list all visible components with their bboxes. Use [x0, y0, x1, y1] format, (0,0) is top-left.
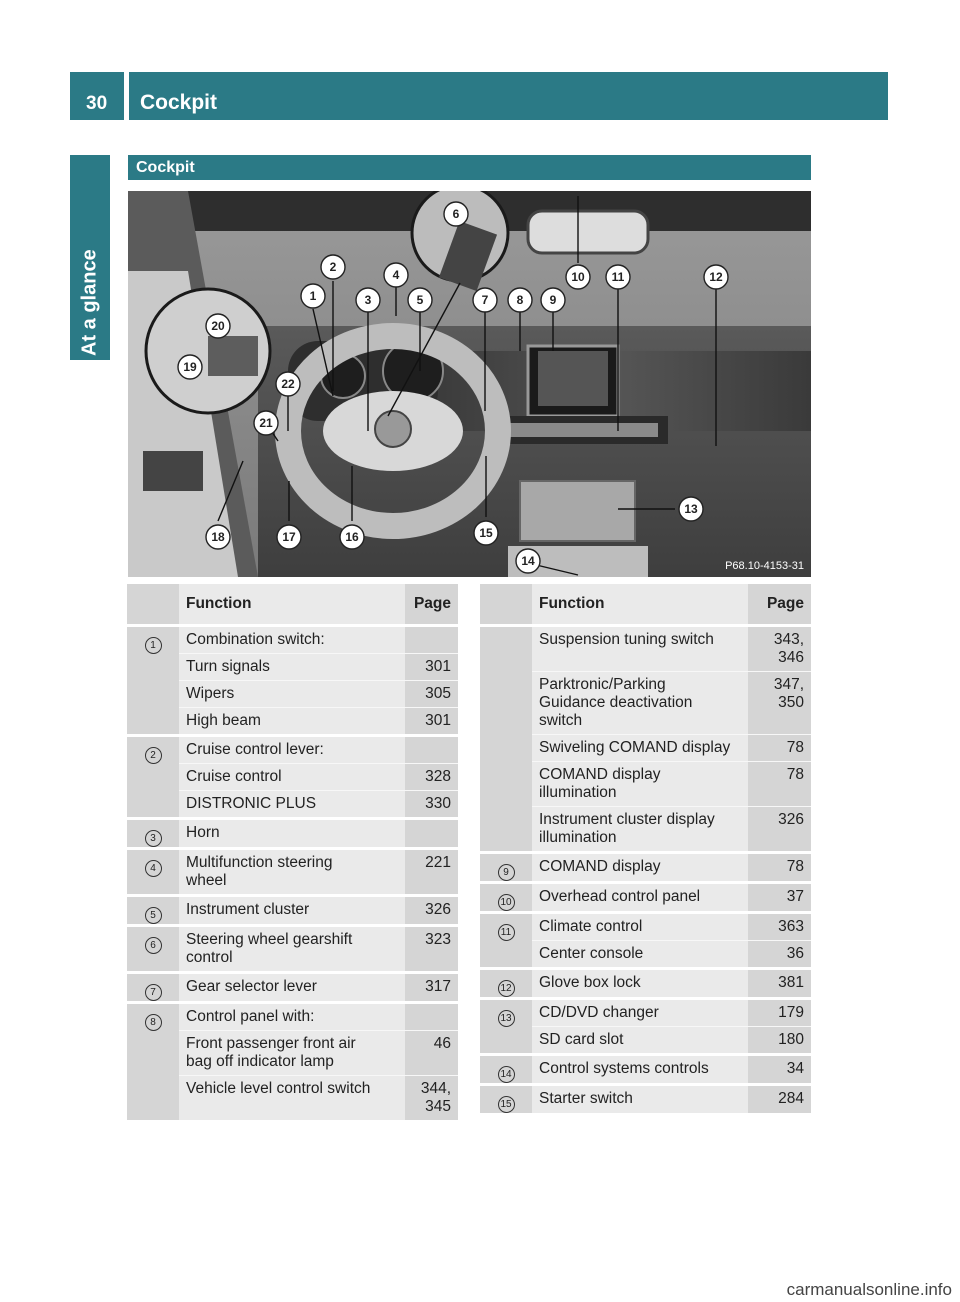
page-reference: 78 — [786, 858, 804, 875]
table-row — [127, 973, 458, 1003]
page-reference: 326 — [778, 811, 804, 828]
callout-8 — [508, 288, 532, 312]
item-number-badge: 6 — [145, 937, 162, 954]
section-title: Cockpit — [128, 155, 811, 180]
function-cell — [532, 913, 748, 941]
table-header-page: Page — [405, 584, 458, 626]
page-cell — [748, 913, 811, 941]
page-cell — [748, 626, 811, 672]
page-number: 30 — [70, 72, 124, 120]
item-number-cell — [127, 973, 179, 1003]
page-reference: 328 — [425, 768, 451, 785]
page-cell — [748, 853, 811, 883]
page-reference — [412, 627, 451, 652]
function-cell — [532, 1055, 748, 1085]
page-cell — [748, 999, 811, 1027]
function-label: COMAND display — [539, 858, 661, 875]
svg-text:8: 8 — [516, 293, 524, 307]
page-reference: 347, 350 — [773, 676, 804, 711]
page-cell — [748, 883, 811, 913]
item-number-badge: 5 — [145, 907, 162, 924]
page-cell — [405, 896, 458, 926]
callout-10 — [566, 265, 590, 289]
function-cell — [179, 973, 405, 1003]
callout-11 — [606, 265, 630, 289]
page-cell — [748, 1027, 811, 1055]
svg-text:4: 4 — [392, 268, 400, 282]
svg-text:1: 1 — [309, 289, 317, 303]
function-label: Gear selector lever — [186, 978, 317, 995]
function-label: SD card slot — [539, 1031, 624, 1048]
function-label: Control systems controls — [539, 1060, 709, 1077]
callout-17 — [277, 525, 301, 549]
callout-6 — [444, 202, 468, 226]
svg-text:3: 3 — [364, 293, 372, 307]
function-label: Overhead control panel — [539, 888, 701, 905]
item-number-cell — [480, 999, 532, 1055]
svg-text:9: 9 — [549, 293, 557, 307]
page-reference: 78 — [786, 766, 804, 783]
function-cell — [179, 736, 405, 764]
page-cell — [748, 735, 811, 762]
callout-14 — [516, 549, 540, 573]
function-label: Climate control — [539, 918, 643, 935]
page-cell — [748, 969, 811, 999]
function-label: DISTRONIC PLUS — [186, 795, 317, 812]
cockpit-photo — [128, 191, 811, 577]
table-row — [127, 926, 458, 973]
function-label: Instrument cluster — [186, 901, 310, 918]
svg-text:7: 7 — [481, 293, 489, 307]
function-cell — [532, 941, 748, 969]
table-header-num — [127, 584, 179, 626]
callout-3 — [356, 288, 380, 312]
svg-text:15: 15 — [479, 526, 493, 540]
svg-text:2: 2 — [329, 260, 337, 274]
page-cell — [405, 708, 458, 736]
function-label: Vehicle level control switch — [186, 1080, 371, 1097]
page-cell — [405, 654, 458, 681]
callout-18 — [206, 525, 230, 549]
side-tab-label: At a glance — [78, 249, 101, 356]
function-cell — [532, 672, 748, 735]
item-number-badge: 3 — [145, 830, 162, 847]
function-cell — [179, 896, 405, 926]
function-cell — [179, 681, 405, 708]
callout-16 — [340, 525, 364, 549]
callout-4 — [384, 263, 408, 287]
table-row — [480, 1085, 811, 1114]
function-label: Parktronic/Parking Guidance deactivation switch — [539, 676, 693, 729]
function-cell — [179, 708, 405, 736]
page-cell — [748, 1085, 811, 1114]
item-number-badge: 1 — [145, 637, 162, 654]
item-number-cell — [480, 1055, 532, 1085]
function-cell — [532, 1085, 748, 1114]
page-reference: 180 — [778, 1031, 804, 1048]
page-cell — [748, 1055, 811, 1085]
function-cell — [532, 883, 748, 913]
svg-text:22: 22 — [281, 377, 295, 391]
item-number-cell — [127, 819, 179, 849]
page-reference: 344, 345 — [420, 1080, 451, 1115]
page-cell — [405, 764, 458, 791]
callout-13 — [679, 497, 703, 521]
function-cell — [179, 626, 405, 654]
item-number-badge: 12 — [498, 980, 515, 997]
function-label: Combination switch: — [186, 631, 325, 648]
function-cell — [532, 1027, 748, 1055]
table-row — [127, 896, 458, 926]
page-reference — [412, 820, 451, 845]
function-cell — [179, 791, 405, 819]
table-header-num — [480, 584, 532, 626]
table-row — [480, 1055, 811, 1085]
svg-text:17: 17 — [282, 530, 296, 544]
page-cell — [405, 849, 458, 896]
svg-text:6: 6 — [452, 207, 460, 221]
function-label: CD/DVD changer — [539, 1004, 659, 1021]
table-row — [480, 999, 811, 1027]
page-reference: 37 — [786, 888, 804, 905]
callout-7 — [473, 288, 497, 312]
page-reference: 330 — [425, 795, 451, 812]
page-cell — [405, 1003, 458, 1031]
item-number-badge: 7 — [145, 984, 162, 1001]
function-cell — [532, 735, 748, 762]
function-cell — [179, 819, 405, 849]
item-number-badge: 4 — [145, 860, 162, 877]
page-cell — [405, 819, 458, 849]
svg-text:13: 13 — [684, 502, 698, 516]
page-cell — [405, 736, 458, 764]
function-label: Wipers — [186, 685, 235, 702]
function-cell — [532, 626, 748, 672]
page-reference — [412, 737, 451, 762]
item-number-badge: 14 — [498, 1066, 515, 1083]
svg-text:16: 16 — [345, 530, 359, 544]
table-row — [480, 853, 811, 883]
callout-9 — [541, 288, 565, 312]
item-number-badge: 10 — [498, 894, 515, 911]
table-header-page: Page — [748, 584, 811, 626]
page-reference: 78 — [786, 739, 804, 756]
svg-text:10: 10 — [571, 270, 585, 284]
function-label: Turn signals — [186, 658, 270, 675]
item-number-cell — [480, 853, 532, 883]
function-cell — [532, 807, 748, 853]
page-cell — [405, 626, 458, 654]
function-label: Swiveling COMAND display — [539, 739, 731, 756]
item-number-badge: 9 — [498, 864, 515, 881]
function-label: Suspension tuning switch — [539, 631, 714, 648]
function-label: High beam — [186, 712, 261, 729]
callout-12 — [704, 265, 728, 289]
svg-text:5: 5 — [416, 293, 424, 307]
item-number-cell — [127, 736, 179, 819]
function-cell — [179, 1031, 405, 1076]
function-label: Steering wheel gearshift control — [186, 931, 353, 966]
item-number-cell — [127, 849, 179, 896]
page-cell — [405, 926, 458, 973]
footer-url[interactable]: carmanualsonline.info — [786, 1280, 952, 1299]
item-number-badge: 2 — [145, 747, 162, 764]
item-number-cell — [127, 626, 179, 736]
page-cell — [748, 762, 811, 807]
function-cell — [532, 999, 748, 1027]
function-label: Cruise control — [186, 768, 282, 785]
svg-text:18: 18 — [211, 530, 225, 544]
table-row — [127, 736, 458, 764]
function-cell — [179, 764, 405, 791]
svg-text:12: 12 — [709, 270, 723, 284]
callout-2 — [321, 255, 345, 279]
item-number-cell — [480, 969, 532, 999]
table-row — [127, 849, 458, 896]
table-row — [480, 883, 811, 913]
function-cell — [179, 849, 405, 896]
callout-5 — [408, 288, 432, 312]
function-table-left — [127, 584, 458, 1120]
page-reference: 305 — [425, 685, 451, 702]
function-cell — [532, 853, 748, 883]
item-number-cell — [127, 926, 179, 973]
page-cell — [748, 672, 811, 735]
item-number-badge: 15 — [498, 1096, 515, 1113]
page-reference: 36 — [786, 945, 804, 962]
callout-1 — [301, 284, 325, 308]
item-number-cell — [480, 626, 532, 853]
callout-15 — [474, 521, 498, 545]
function-label: Cruise control lever: — [186, 741, 324, 758]
page-cell — [748, 807, 811, 853]
function-label: Starter switch — [539, 1090, 633, 1107]
function-label: Instrument cluster display illumination — [539, 811, 715, 846]
item-number-cell — [480, 913, 532, 969]
table-row — [127, 1003, 458, 1031]
item-number-badge: 8 — [145, 1014, 162, 1031]
page-reference: 326 — [425, 901, 451, 918]
item-number-cell — [480, 883, 532, 913]
function-label: Center console — [539, 945, 644, 962]
callout-22 — [276, 372, 300, 396]
item-number-cell — [127, 1003, 179, 1121]
table-row — [480, 969, 811, 999]
function-cell — [179, 654, 405, 681]
function-label: Horn — [186, 824, 220, 841]
page-reference: 284 — [778, 1090, 804, 1107]
svg-text:11: 11 — [611, 270, 625, 284]
function-cell — [532, 969, 748, 999]
function-cell — [179, 1076, 405, 1121]
page-cell — [405, 681, 458, 708]
page-reference: 323 — [425, 931, 451, 948]
table-row — [480, 913, 811, 941]
item-number-badge: 13 — [498, 1010, 515, 1027]
page-title: Cockpit — [129, 72, 888, 120]
function-table-right — [480, 584, 811, 1113]
svg-text:20: 20 — [211, 319, 225, 333]
function-cell — [532, 762, 748, 807]
callout-21 — [254, 411, 278, 435]
figure-code: P68.10-4153-31 — [725, 560, 804, 572]
table-row — [127, 626, 458, 654]
function-label: Glove box lock — [539, 974, 641, 991]
svg-text:21: 21 — [259, 416, 273, 430]
function-label: Control panel with: — [186, 1008, 315, 1025]
page-cell — [405, 1031, 458, 1076]
page-cell — [405, 1076, 458, 1121]
page-reference: 221 — [425, 854, 451, 871]
function-cell — [179, 1003, 405, 1031]
cockpit-illustration — [128, 191, 811, 577]
page-reference: 381 — [778, 974, 804, 991]
item-number-cell — [127, 896, 179, 926]
function-label: COMAND display illumination — [539, 766, 661, 801]
page-reference: 317 — [425, 978, 451, 995]
callout-19 — [178, 355, 202, 379]
page-reference: 46 — [433, 1035, 451, 1052]
svg-text:19: 19 — [183, 360, 197, 374]
svg-text:14: 14 — [521, 554, 535, 568]
page-reference: 34 — [786, 1060, 804, 1077]
item-number-cell — [480, 1085, 532, 1114]
table-row — [480, 626, 811, 672]
table-header-function: Function — [179, 584, 405, 626]
page-reference: 301 — [425, 712, 451, 729]
page-reference — [412, 1004, 451, 1029]
page-reference: 179 — [778, 1004, 804, 1021]
function-label: Multifunction steering wheel — [186, 854, 333, 889]
page-cell — [748, 941, 811, 969]
callout-20 — [206, 314, 230, 338]
page-reference: 343, 346 — [773, 631, 804, 666]
table-header-function: Function — [532, 584, 748, 626]
table-row — [127, 819, 458, 849]
page-reference: 363 — [778, 918, 804, 935]
page-cell — [405, 791, 458, 819]
function-label: Front passenger front air bag off indicator lamp — [186, 1035, 356, 1070]
function-cell — [179, 926, 405, 973]
page-reference: 301 — [425, 658, 451, 675]
page-cell — [405, 973, 458, 1003]
item-number-badge: 11 — [498, 924, 515, 941]
